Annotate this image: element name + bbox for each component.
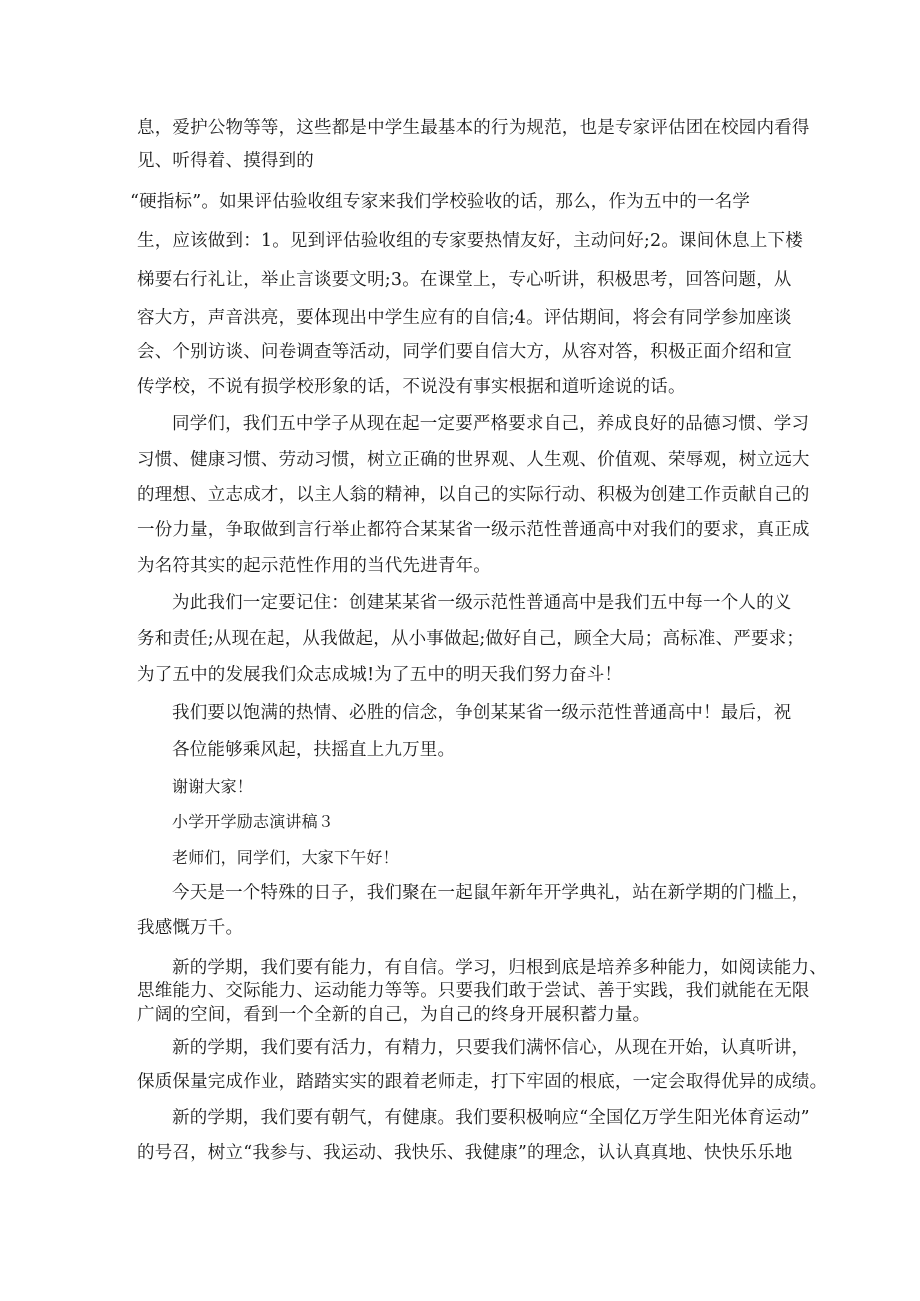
greeting-line: 老师们，同学们，大家下午好！	[172, 848, 399, 867]
paragraph-5-line-1: 我们要以饱满的热情、必胜的信念，争创某某省一级示范性普通高中！最后，祝	[172, 703, 792, 723]
paragraph-4-line-1: 为此我们一定要记住：创建某某省一级示范性普通高中是我们五中每一个人的义	[172, 593, 792, 613]
thanks-line: 谢谢大家！	[172, 777, 254, 796]
paragraph-8-line-2: 保质保量完成作业，踏踏实实的跟着老师走，打下牢固的根底，一定会取得优异的成绩。	[137, 1072, 828, 1092]
paragraph-7-line-3: 广阔的空间，看到一个全新的自己，为自己的终身开展积蓄力量。	[137, 1005, 651, 1025]
section-title: 小学开学励志演讲稿３	[172, 812, 335, 831]
paragraph-1-line-1: 息，爱护公物等等，这些都是中学生最基本的行为规范，也是专家评估团在校园内看得	[137, 118, 810, 138]
paragraph-3-line-4: 一份力量，争取做到言行举止都符合某某省一级示范性普通高中对我们的要求，真正成	[137, 520, 810, 540]
paragraph-2-line-6: 传学校，不说有损学校形象的话，不说没有事实根据和道听途说的话。	[137, 377, 686, 397]
paragraph-9-line-1: 新的学期，我们要有朝气，有健康。我们要积极响应“全国亿万学生阳光体育运动”	[172, 1108, 810, 1128]
paragraph-3-line-2: 习惯、健康习惯、劳动习惯，树立正确的世界观、人生观、价值观、荣辱观，树立远大	[137, 450, 810, 470]
paragraph-2-line-2: 生，应该做到：1。见到评估验收组的专家要热情友好，主动问好;2。课间休息上下楼	[137, 231, 803, 251]
paragraph-8-line-1: 新的学期，我们要有活力，有精力，只要我们满怀信心，从现在开始，认真听讲，	[172, 1038, 810, 1058]
paragraph-2-line-3: 梯要右行礼让，举止言谈要文明;3。在课堂上，专心听讲，积极思考，回答问题，从	[137, 270, 792, 290]
paragraph-3-line-5: 为名符其实的起示范性作用的当代先进青年。	[137, 556, 491, 576]
paragraph-1-line-2: 见、听得着、摸得到的	[137, 151, 314, 171]
paragraph-2-line-4: 容大方，声音洪亮，要体现出中学生应有的自信;4。评估期间，将会有同学参加座谈	[137, 308, 792, 328]
paragraph-7-line-1: 新的学期，我们要有能力，有自信。学习，归根到底是培养多种能力，如阅读能力、	[172, 958, 827, 978]
paragraph-6-line-1: 今天是一个特殊的日子，我们聚在一起鼠年新年开学典礼，站在新学期的门槛上，	[172, 883, 810, 903]
paragraph-9-line-2: 的号召，树立“我参与、我运动、我快乐、我健康”的理念，认认真真地、快快乐乐地	[137, 1143, 793, 1163]
paragraph-2-line-1: “硬指标”。如果评估验收组专家来我们学校验收的话，那么，作为五中的一名学	[130, 192, 751, 212]
paragraph-3-line-3: 的理想、立志成才，以主人翁的精神，以自己的实际行动、积极为创建工作贡献自己的	[137, 485, 810, 505]
paragraph-2-line-5: 会、个别访谈、问卷调查等活动，同学们要自信大方，从容对答，积极正面介绍和宣	[137, 342, 792, 362]
paragraph-7-line-2: 思维能力、交际能力、运动能力等等。只要我们敢于尝试、善于实践，我们就能在无限	[137, 981, 810, 1001]
paragraph-4-line-3: 为了五中的发展我们众志成城!为了五中的明天我们努力奋斗！	[137, 665, 623, 685]
paragraph-6-line-2: 我感慨万千。	[137, 918, 244, 938]
paragraph-4-line-2: 务和责任;从现在起，从我做起，从小事做起;做好自己，顾全大局；高标准、严要求；	[137, 629, 805, 649]
paragraph-3-line-1: 同学们，我们五中学子从现在起一定要严格要求自己，养成良好的品德习惯、学习	[172, 414, 810, 434]
paragraph-5-line-2: 各位能够乘风起，扶摇直上九万里。	[172, 740, 456, 760]
